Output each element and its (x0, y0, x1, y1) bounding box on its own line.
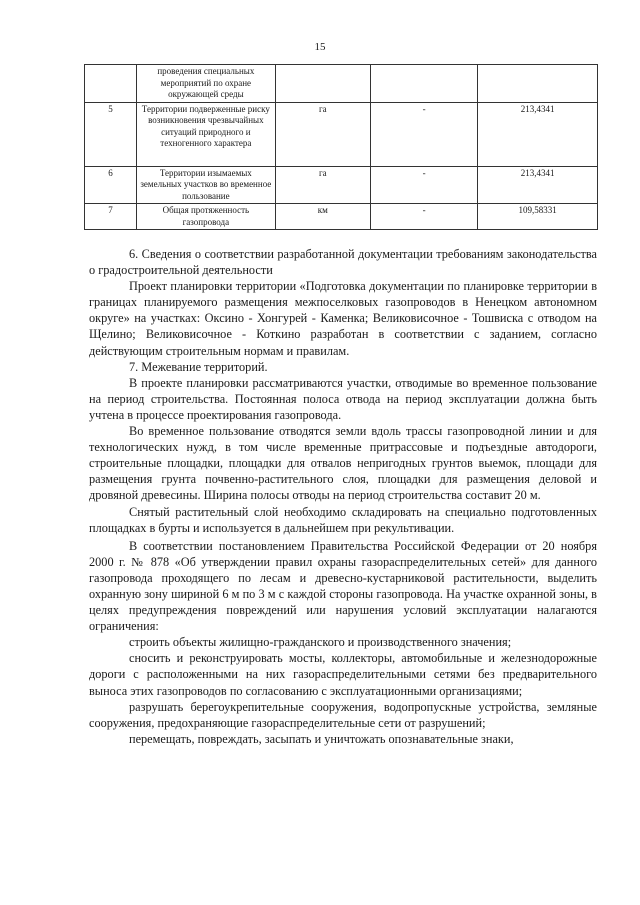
table-row (85, 166, 598, 204)
table-cell-value2: 109,58331 (478, 204, 598, 230)
paragraph: Снятый растительный слой необходимо складировать на специально подготовленных площадках в бурты и используется в дальнейшем при рекультивации. (89, 504, 597, 535)
table-cell-name: Территории подверженные риску возникновения чрезвычайных ситуаций природного и техногенного характера (136, 102, 275, 166)
table-cell-value1: - (370, 102, 477, 166)
table-cell-value2: 213,4341 (478, 102, 598, 166)
table-cell-unit (275, 65, 370, 103)
section-heading: 7. Межевание территорий. (129, 359, 268, 374)
body-text (89, 246, 597, 747)
section-heading: 6. Сведения о соответствии разработанной документации требованиям законодательства о градостроительной деятельности (89, 247, 597, 278)
paragraph: Во временное пользование отводятся земли вдоль трассы газопроводной линии и для технологических нужд, в том числе временные притрассовые и подъездные автодороги, строительные площадки, площадки для отвалов непригодных грунтов выемок, площади для размещения грунта почвенно-растительного слоя, площадки для размещения деловой и дровяной древесины. Ширина полосы отводы на период строительства составит 20 м. (89, 424, 597, 503)
table-row (85, 204, 598, 230)
table-cell-value1 (370, 65, 477, 103)
table-cell-value2 (478, 65, 598, 103)
table-cell-value1: - (370, 166, 477, 204)
table-cell-unit: га (275, 166, 370, 204)
table-cell-value1: - (370, 204, 477, 230)
table-cell-num (85, 65, 137, 103)
list-item: перемещать, повреждать, засыпать и уничтожать опознавательные знаки, (129, 731, 514, 746)
list-item: строить объекты жилищно-гражданского и производственного значения; (129, 635, 512, 650)
table-cell-name: проведения специальных мероприятий по охране окружающей среды (136, 65, 275, 103)
paragraph: Проект планировки территории «Подготовка документации по планировке территории в границах планируемого размещения межпоселковых газопроводов в Ненецком автономном округе» на участках: Оксино - Хонгурей - Каменка; Великовисочное - Тошвиска с отводом на Щелино; Великовисочное - Коткино разработан в соответствии с заданием, согласно действующим строительным нормам и правилам. (89, 279, 597, 358)
table-cell-unit: га (275, 102, 370, 166)
table-row (85, 102, 598, 166)
table-cell-num: 6 (85, 166, 137, 204)
paragraph: В соответствии постановлением Правительства Российской Федерации от 20 ноября 2000 г. № 878 «Об утверждении правил охраны газораспределительных сетей» для данного газопровода проходящего по лесам и древесно-кустарниковой растительности, выделить охранную зону шириной 6 м по 3 м с каждой стороны газопровода. На участке охранной зоны, в целях предупреждения повреждений или нарушения условий эксплуатации налагаются ограничения: (89, 538, 597, 634)
table-cell-name: Общая протяженность газопровода (136, 204, 275, 230)
paragraph: В проекте планировки рассматриваются участки, отводимые во временное пользование на период строительства. Постоянная полоса отвода на период эксплуатации должна быть учтена в процессе проектирования газопровода. (89, 375, 597, 422)
list-item: разрушать берегоукрепительные сооружения, водопропускные устройства, земляные сооружения, предохраняющие газораспределительные сети от разрушений; (89, 699, 597, 730)
list-item: сносить и реконструировать мосты, коллекторы, автомобильные и железнодорожные дороги с расположенными на них газораспределительными сетями без предварительного выноса этих газопроводов по согласованию с эксплуатационными организациями; (89, 651, 597, 698)
table-cell-num: 5 (85, 102, 137, 166)
table-cell-unit: км (275, 204, 370, 230)
table-row (85, 65, 598, 103)
table-cell-value2: 213,4341 (478, 166, 598, 204)
summary-table (84, 64, 598, 230)
table-cell-name: Территории изымаемых земельных участков во временное пользование (136, 166, 275, 204)
table-cell-num: 7 (85, 204, 137, 230)
page-number: 15 (314, 41, 326, 53)
